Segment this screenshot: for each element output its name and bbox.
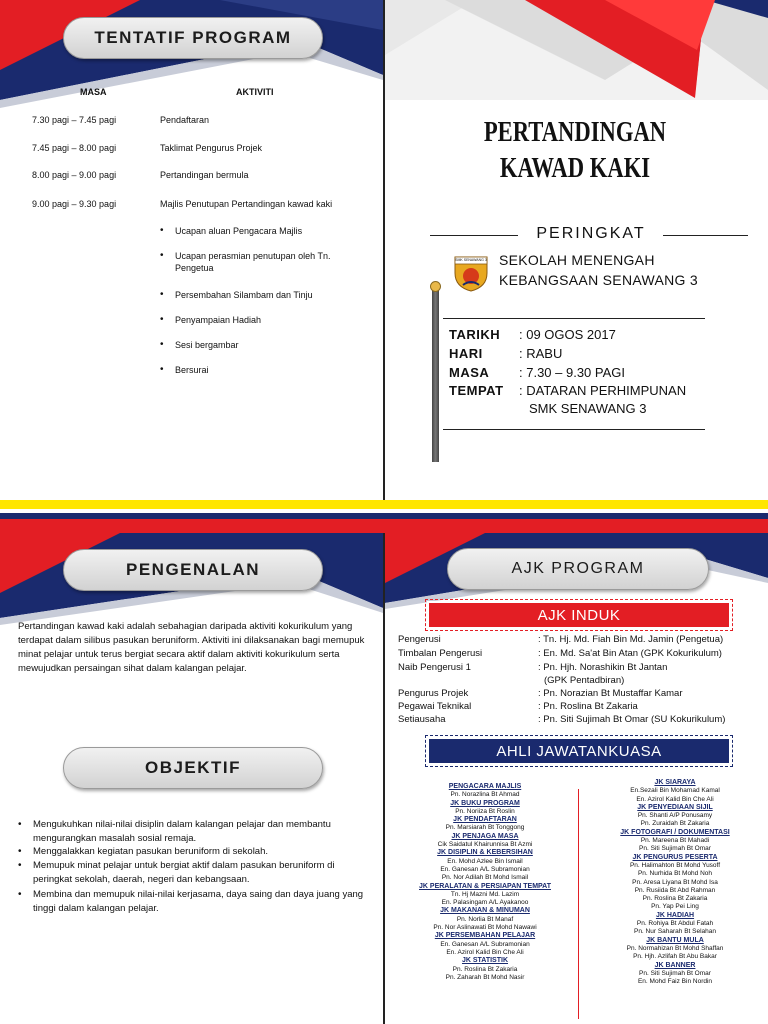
masa-cell: 8.00 pagi – 9.00 pagi <box>32 170 117 180</box>
committee-member: Pn. Zaharah Bt Mohd Nasir <box>445 973 525 981</box>
committee-member: En. Mohd Faiz Bin Nordin <box>637 978 713 986</box>
peringkat-label: PERINGKAT <box>536 225 646 242</box>
school-line2: KEBANGSAAN SENAWANG 3 <box>499 272 698 288</box>
committee-heading: JK STATISTIK <box>461 957 509 965</box>
committee-member: Tn. Hj Mazni Md. Lazim <box>450 890 520 898</box>
list-item: • Ucapan perasmian penutupan oleh Tn. Pengetua <box>160 250 360 274</box>
induk-name: : En. Md. Sa'at Bin Atan (GPK Kokurikulum) <box>538 648 722 659</box>
masa-cell: 7.30 pagi – 7.45 pagi <box>32 115 117 125</box>
committee-heading: PENGACARA MAJLIS <box>448 783 522 790</box>
induk-role: Naib Pengerusi 1 <box>398 662 471 673</box>
tempat-value: : DATARAN PERHIMPUNAN <box>519 383 687 398</box>
objektif-item: • Mengukuhkan nilai-nilai disiplin dalam kalangan pelajar dan membantu mengurangkan masalah sosial remaja. <box>18 818 368 845</box>
committee-heading: JK DISIPLIN & KEBERSIHAN <box>437 849 533 857</box>
committee-member: Pn. Shanti A/P Ponusamy <box>637 812 713 820</box>
induk-name: (GPK Pentadbiran) <box>544 675 625 686</box>
list-item: • Bersurai <box>160 364 360 376</box>
pole-finial <box>430 281 441 292</box>
induk-name: : Pn. Norazian Bt Mustaffar Kamar <box>538 688 683 699</box>
committee-member: En. Palasingam A/L Ayakanoo <box>441 899 529 907</box>
committee-member: Pn. Zuraidah Bt Zakaria <box>640 820 710 828</box>
pengenalan-body: Pertandingan kawad kaki adalah sebahagian daripada aktiviti kokurikulum yang terdapat dalam silibus pasukan beruniform. Aktiviti ini dilaksanakan bagi memupuk minat pelajar untuk terus bergiat secara aktif dalam aktiviti kokurikulum serta mewujudkan persaingan sihat dalam kalangan pelajar. <box>18 621 365 674</box>
school-line1: SEKOLAH MENENGAH <box>499 252 655 268</box>
committee-member: Pn. Aresa Liyana Bt Mohd Isa <box>632 878 718 886</box>
divider <box>663 235 748 236</box>
committee-heading: JK PENYEDIAAN SIJIL <box>637 803 713 811</box>
hari-label: HARI <box>449 346 483 361</box>
committee-member: Pn. Nor Aslinawati Bt Mohd Nawawi <box>433 924 537 932</box>
committee-member: Pn. Halimahton Bt Mohd Yusoff <box>629 861 721 869</box>
induk-role: Pengerusi <box>398 634 441 645</box>
ahli-jawatankuasa-title: AHLI JAWATANKUASA <box>427 737 731 765</box>
aktiviti-cell: Taklimat Pengurus Projek <box>160 143 263 153</box>
committee-member: Pn. Norlia Bt Manaf <box>456 915 514 923</box>
col-masa: MASA <box>80 87 107 97</box>
ajk-left-column <box>405 783 565 982</box>
committee-heading: JK PERSEMBAHAN PELAJAR <box>434 932 536 940</box>
list-item: • Persembahan Silambam dan Tinju <box>160 289 360 301</box>
committee-heading: JK FOTOGRAFI / DOKUMENTASI <box>620 828 730 836</box>
masa-label: MASA <box>449 365 490 380</box>
divider <box>430 235 518 236</box>
committee-member: Pn. Noriiza Bt Roslin <box>455 807 515 815</box>
flag-pole <box>432 287 439 462</box>
committee-heading: JK HADIAH <box>655 911 695 919</box>
stripe-yellow <box>0 500 768 509</box>
committee-member: En. Ganesan A/L Subramonian <box>440 865 530 873</box>
cover-panel <box>385 0 768 500</box>
col-aktiviti: AKTIVITI <box>236 87 274 97</box>
committee-heading: JK PENJAGA MASA <box>451 832 519 840</box>
committee-member: Cik Saidatul Khairunnisa Bt Azmi <box>437 841 533 849</box>
list-item: • Penyampaian Hadiah <box>160 314 360 326</box>
committee-heading: JK MAKANAN & MINUMAN <box>440 907 530 915</box>
induk-name: : Pn. Hjh. Norashikin Bt Jantan <box>538 662 668 673</box>
corner-decoration <box>385 0 768 110</box>
column-divider <box>578 789 579 1019</box>
committee-heading: JK PENGURUS PESERTA <box>632 853 718 861</box>
committee-member: En. Azirol Kalid Bin Che Ali <box>636 795 714 803</box>
divider <box>443 318 705 319</box>
induk-role: Pengurus Projek <box>398 688 469 699</box>
induk-role: Timbalan Pengerusi <box>398 648 483 659</box>
pengenalan-panel <box>0 533 383 1024</box>
stripe-red <box>0 519 768 533</box>
committee-heading: JK BUKU PROGRAM <box>450 799 520 807</box>
committee-heading: JK PERALATAN & PERSIAPAN TEMPAT <box>419 882 551 890</box>
ajk-induk-title: AJK INDUK <box>427 601 731 629</box>
committee-member: Pn. Marsiarah Bt Tonggong <box>445 824 525 832</box>
induk-name: : Tn. Hj. Md. Fiah Bin Md. Jamin (Pengetua) <box>538 634 724 645</box>
list-item: • Ucapan aluan Pengacara Majlis <box>160 225 360 237</box>
induk-name: : Pn. Roslina Bt Zakaria <box>538 701 638 712</box>
masa-cell: 9.00 pagi – 9.30 pagi <box>32 199 117 209</box>
induk-name: : Pn. Siti Sujimah Bt Omar (SU Kokurikulum) <box>538 714 726 725</box>
committee-member: Pn. Nurhida Bt Mohd Noh <box>637 870 713 878</box>
aktiviti-cell: Pertandingan bermula <box>160 170 249 180</box>
committee-member: Pn. Nur Saharah Bt Selahan <box>633 928 717 936</box>
tentatif-title: TENTATIF PROGRAM <box>63 17 323 59</box>
committee-member: Pn. Siti Sujimah Bt Omar <box>639 845 711 853</box>
tentatif-panel <box>0 0 383 500</box>
committee-heading: JK BANNER <box>654 961 696 969</box>
committee-member: Pn. Siti Sujimah Bt Omar <box>639 969 711 977</box>
cover-title-line2: KAWAD KAKI <box>499 152 651 184</box>
tarikh-value: : 09 OGOS 2017 <box>519 327 616 342</box>
tempat-value-line2: SMK SENAWANG 3 <box>529 401 647 416</box>
committee-member: Pn. Normahizan Bt Mohd Shaffan <box>626 944 724 952</box>
committee-member: Pn. Rusiida Bt Abd Rahman <box>634 886 716 894</box>
committee-heading: JK SIARAYA <box>654 779 696 786</box>
committee-member: Pn. Rohiya Bt Abdul Fatah <box>636 920 714 928</box>
tarikh-label: TARIKH <box>449 327 501 342</box>
objektif-item: • Menggalakkan kegiatan pasukan beruniform di sekolah. <box>18 845 368 859</box>
masa-cell: 7.45 pagi – 8.00 pagi <box>32 143 117 153</box>
hari-value: : RABU <box>519 346 563 361</box>
induk-role: Pegawai Teknikal <box>398 701 472 712</box>
induk-role: Setiausaha <box>398 714 446 725</box>
tempat-label: TEMPAT <box>449 383 504 398</box>
committee-heading: JK PENDAFTARAN <box>453 816 517 824</box>
aktiviti-cell: Majlis Penutupan Pertandingan kawad kaki <box>160 199 333 209</box>
committee-member: En. Azirol Kalid Bin Che Ali <box>446 948 524 956</box>
masa-value: : 7.30 – 9.30 PAGI <box>519 365 625 380</box>
committee-member: En. Ganesan A/L Subramonian <box>440 940 530 948</box>
committee-member: Pn. Norazlina Bt Ahmad <box>450 791 520 799</box>
ajk-title: AJK PROGRAM <box>447 548 709 590</box>
logo-text: SMK SENAWANG 3 <box>455 258 487 262</box>
committee-member: Pn. Roslina Bt Zakaria <box>642 895 708 903</box>
committee-member: Pn. Yap Pei Ling <box>651 903 699 911</box>
cover-title-line1: PERTANDINGAN <box>483 116 667 148</box>
list-item: • Sesi bergambar <box>160 339 360 351</box>
aktiviti-cell: Pendaftaran <box>160 115 210 125</box>
objektif-item: • Membina dan memupuk nilai-nilai kerjasama, daya saing dan daya juang yang tinggi dalam kalangan pelajar. <box>18 888 368 915</box>
committee-heading: JK BANTU MULA <box>646 936 704 944</box>
committee-member: En. Mohd Azlee Bin Ismail <box>447 857 523 865</box>
ajk-panel <box>385 533 768 1024</box>
objektif-item: • Memupuk minat pelajar untuk bergiat aktif dalam pasukan beruniform di peringkat sekolah, daerah, negeri dan kebangsaan. <box>18 859 368 886</box>
ajk-right-column <box>595 779 755 986</box>
committee-member: En.Sezali Bin Mohamad Kamal <box>630 787 720 795</box>
objektif-title: OBJEKTIF <box>63 747 323 789</box>
committee-member: Pn. Hjh. Azlifah Bt Abu Bakar <box>633 953 717 961</box>
pengenalan-title: PENGENALAN <box>63 549 323 591</box>
committee-member: Pn. Mareena Bt Mahadi <box>640 837 710 845</box>
divider <box>443 429 705 430</box>
committee-member: Pn. Roslina Bt Zakaria <box>452 965 518 973</box>
committee-member: Pn. Nor Adilah Bt Mohd Ismail <box>441 874 529 882</box>
